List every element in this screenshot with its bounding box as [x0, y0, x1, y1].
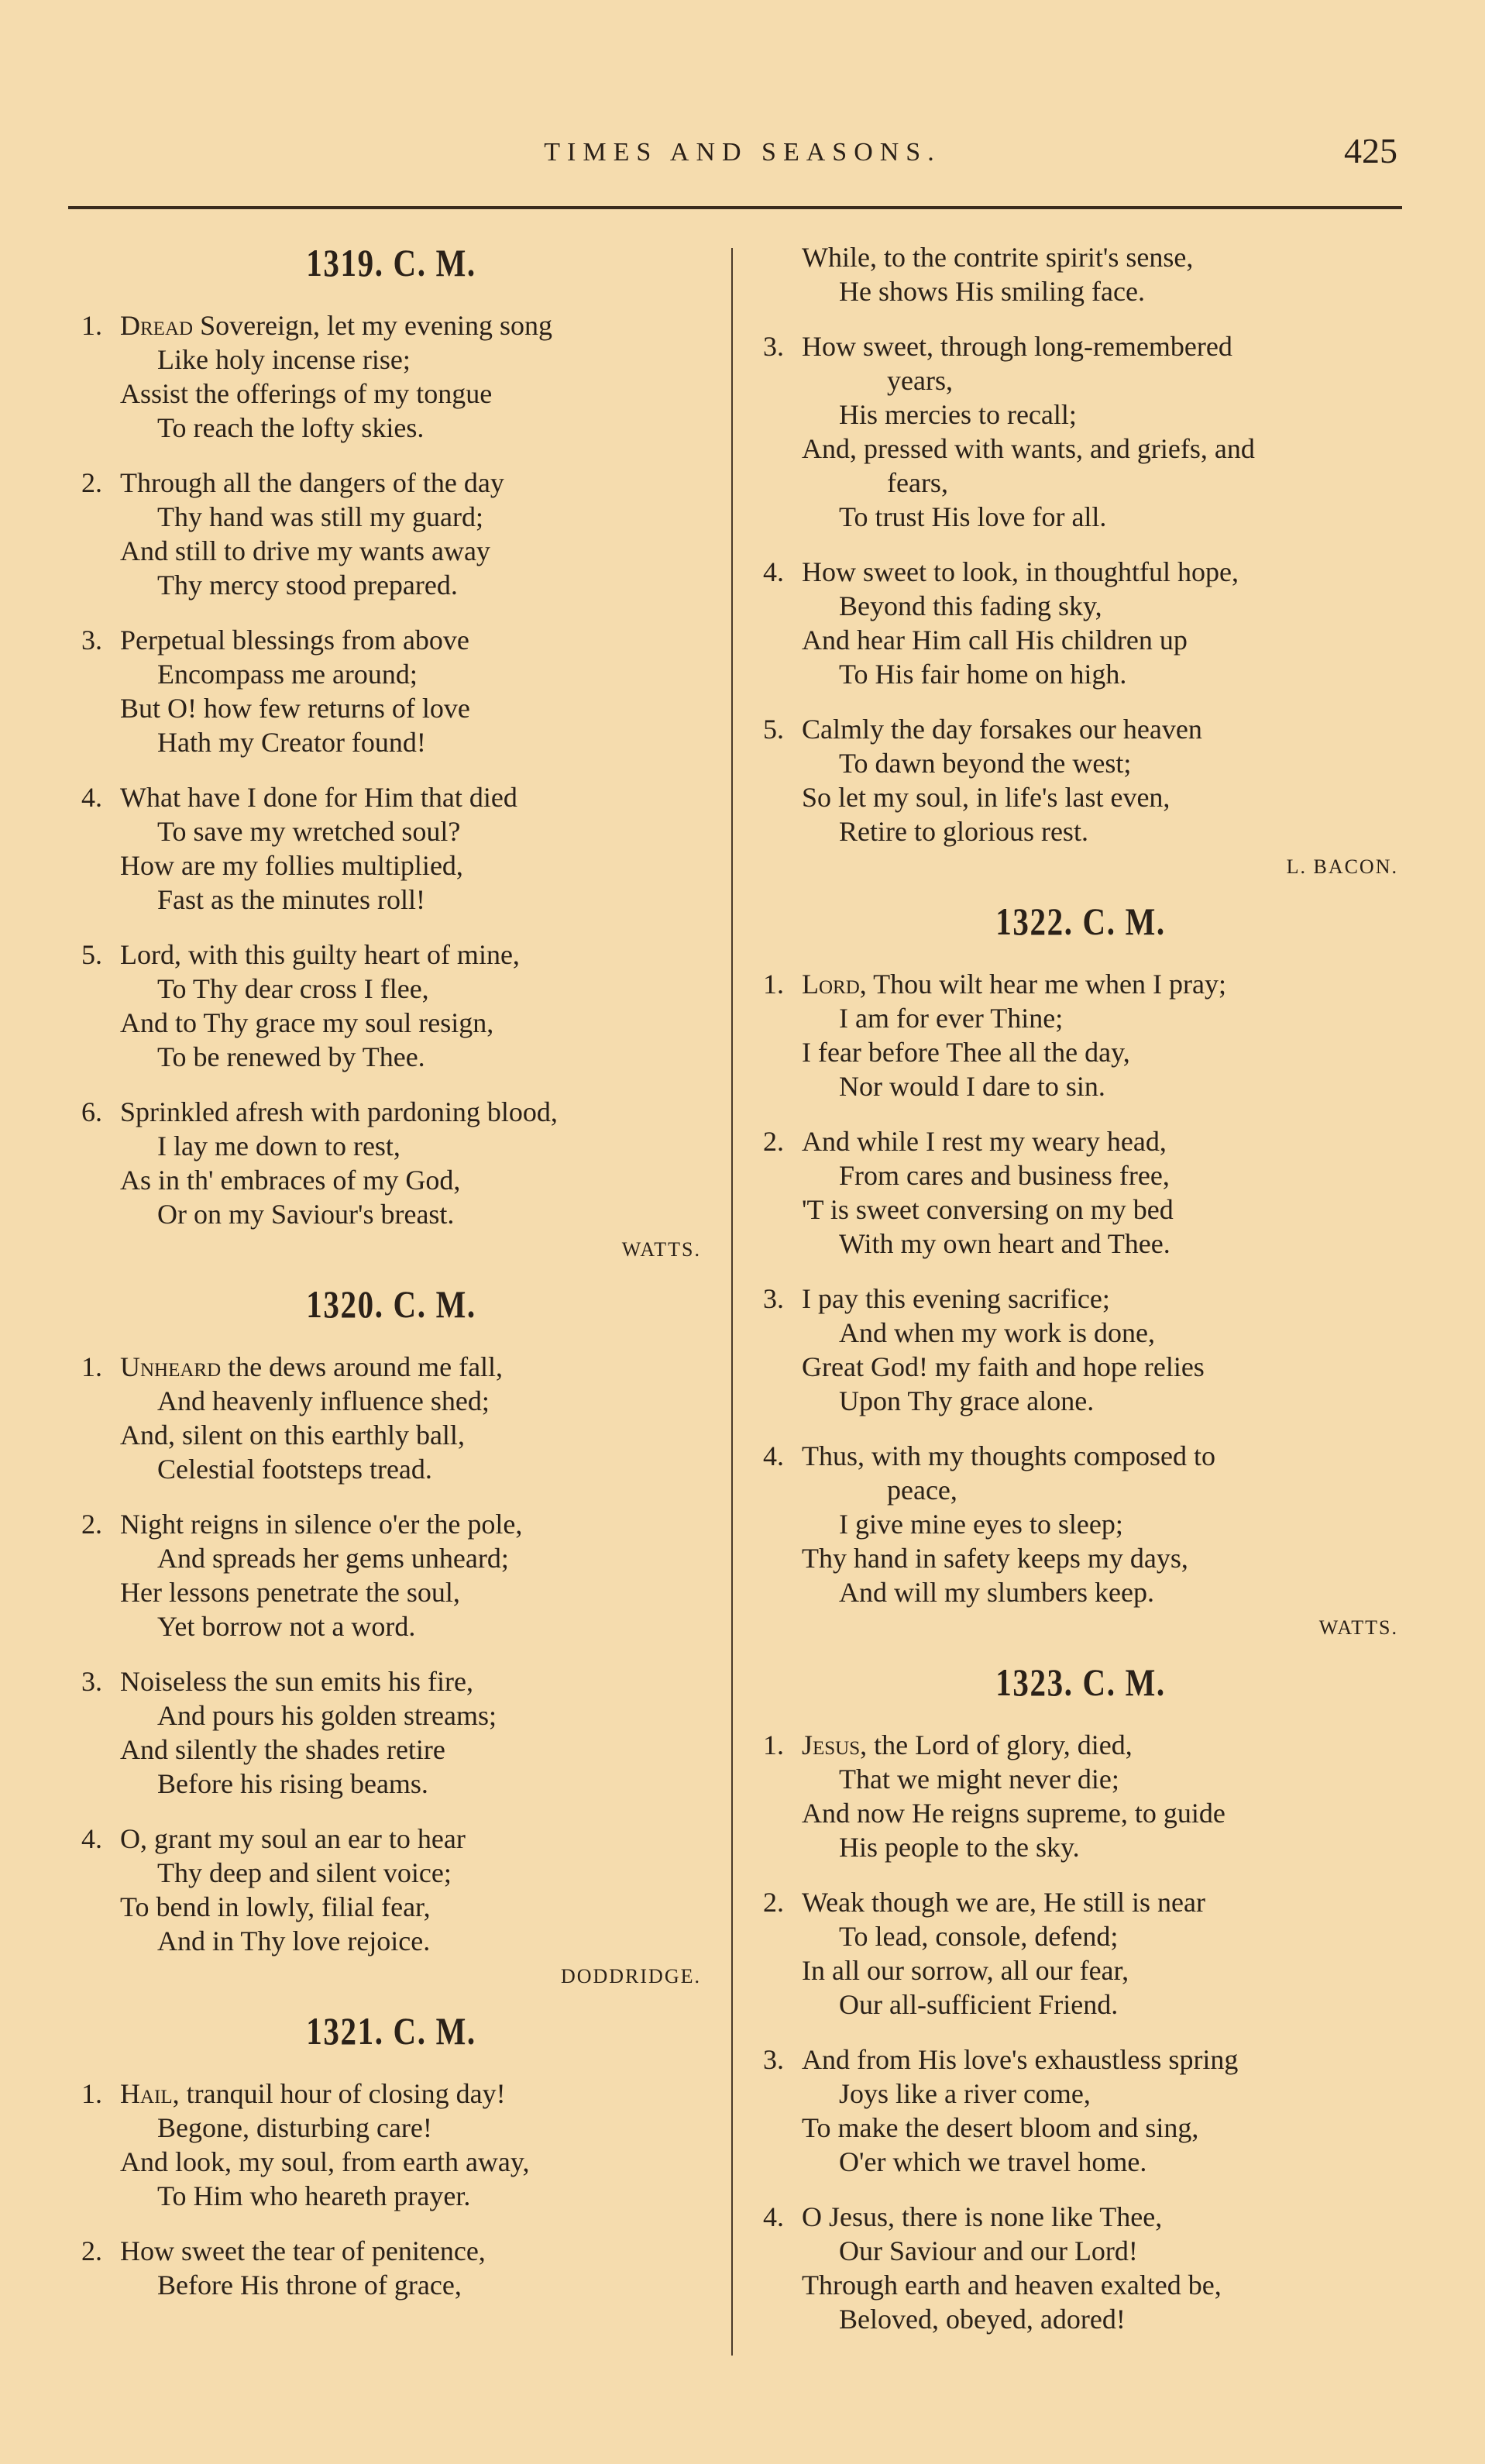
- first-word: Jesus: [802, 1729, 861, 1760]
- line-text: And when my work is done,: [839, 1317, 1155, 1348]
- line-text: O'er which we travel home.: [839, 2146, 1147, 2177]
- line-text: Thy mercy stood prepared.: [157, 570, 458, 601]
- line-text: Sprinkled afresh with pardoning blood,: [120, 1096, 558, 1127]
- stanza-line: [81, 623, 701, 657]
- stanza: [81, 308, 701, 445]
- stanza-line: [763, 2042, 1398, 2077]
- first-word: Lord: [802, 969, 860, 1000]
- stanza-line: [763, 589, 1398, 623]
- stanza-line: [763, 1885, 1398, 1919]
- hymn-title: 1320. C. M.: [306, 1282, 476, 1326]
- line-text: And silently the shades retire: [120, 1734, 445, 1765]
- line-text: Fast as the minutes roll!: [157, 884, 425, 915]
- line-text: the dews around me fall,: [221, 1351, 504, 1382]
- stanza: [81, 2234, 701, 2302]
- stanza-line: [81, 568, 701, 602]
- stanza-line: [81, 466, 701, 500]
- stanza-line: [81, 1197, 701, 1231]
- line-text: From cares and business free,: [839, 1160, 1170, 1191]
- stanza-line: [763, 1796, 1398, 1830]
- stanza-line: [763, 2145, 1398, 2179]
- hymn-author: WATTS.: [621, 1238, 701, 1261]
- stanza-line: [763, 2111, 1398, 2145]
- line-text: O, grant my soul an ear to hear: [120, 1823, 466, 1854]
- stanza-number: 2.: [81, 467, 102, 498]
- page-number: 425: [1344, 131, 1397, 170]
- stanza-line: [81, 1095, 701, 1129]
- line-text: And, pressed with wants, and griefs, and: [802, 433, 1255, 464]
- stanza-line: [81, 691, 701, 725]
- line-text: How are my follies multiplied,: [120, 850, 463, 881]
- line-text: Sovereign, let my evening song: [193, 310, 552, 341]
- line-text: Or on my Saviour's breast.: [157, 1199, 455, 1230]
- stanza: [763, 329, 1398, 534]
- stanza-line: [763, 2234, 1398, 2268]
- line-text: To reach the lofty skies.: [157, 412, 425, 443]
- line-text: 'T is sweet conversing on my bed: [802, 1194, 1174, 1225]
- stanza: [81, 2077, 701, 2213]
- hymn-author: L. BACON.: [1286, 855, 1398, 878]
- stanza-line: [763, 1192, 1398, 1227]
- line-text: I am for ever Thine;: [839, 1003, 1064, 1034]
- stanza-line: [81, 1006, 701, 1040]
- stanza-line: [763, 1124, 1398, 1158]
- stanza-line: [763, 1953, 1398, 1987]
- line-text: To save my wretched soul?: [157, 816, 461, 847]
- stanza-number: 3.: [763, 1283, 784, 1314]
- stanza-line: [81, 1822, 701, 1856]
- left-column: [81, 240, 701, 2323]
- stanza-line: [763, 712, 1398, 746]
- stanza-number: 4.: [81, 782, 102, 813]
- stanza-line: [763, 1001, 1398, 1035]
- line-text: I fear before Thee all the day,: [802, 1037, 1130, 1068]
- stanza-line: [763, 2268, 1398, 2302]
- stanza-line-continuation: [763, 466, 1398, 500]
- stanza-line: [81, 1698, 701, 1733]
- stanza: [81, 1095, 701, 1231]
- stanza-line: [81, 1507, 701, 1541]
- line-text: To Him who heareth prayer.: [157, 2180, 471, 2211]
- line-text: To bend in lowly, filial fear,: [120, 1891, 431, 1922]
- line-text: In all our sorrow, all our fear,: [802, 1955, 1129, 1986]
- stanza-line: [81, 938, 701, 972]
- line-text: To dawn beyond the west;: [839, 748, 1132, 779]
- stanza-line-continuation: [763, 363, 1398, 397]
- stanza-line: [763, 240, 1398, 274]
- stanza-line: [763, 623, 1398, 657]
- line-text: So let my soul, in life's last even,: [802, 782, 1170, 813]
- stanza-line: [763, 432, 1398, 466]
- line-text: And heavenly influence shed;: [157, 1385, 490, 1416]
- stanza-number: 3.: [81, 625, 102, 656]
- stanza-line: [81, 534, 701, 568]
- stanza-line: [763, 1830, 1398, 1864]
- line-text: How sweet to look, in thoughtful hope,: [802, 556, 1239, 587]
- line-text: Yet borrow not a word.: [157, 1611, 416, 1642]
- stanza-line: [81, 2268, 701, 2302]
- right-column: [763, 240, 1398, 2357]
- line-text: How sweet, through long-remembered: [802, 331, 1232, 362]
- stanza-line: [81, 1733, 701, 1767]
- line-text: And in Thy love rejoice.: [157, 1925, 431, 1956]
- line-text: Nor would I dare to sin.: [839, 1071, 1105, 1102]
- line-text: His people to the sky.: [839, 1832, 1080, 1863]
- stanza-line: [81, 1924, 701, 1958]
- line-text: And look, my soul, from earth away,: [120, 2146, 530, 2177]
- line-text: Thus, with my thoughts composed to: [802, 1440, 1215, 1471]
- stanza: [81, 623, 701, 759]
- stanza-number: 1.: [81, 2078, 102, 2109]
- line-text: To Thy dear cross I flee,: [157, 973, 429, 1004]
- stanza-line: [81, 780, 701, 814]
- stanza-line: [81, 972, 701, 1006]
- line-text: Her lessons penetrate the soul,: [120, 1577, 460, 1608]
- line-text: But O! how few returns of love: [120, 693, 470, 724]
- line-text: Night reigns in silence o'er the pole,: [120, 1509, 523, 1540]
- stanza: [763, 2042, 1398, 2179]
- stanza-line: [763, 1507, 1398, 1541]
- line-text: fears,: [887, 467, 948, 498]
- line-text: O Jesus, there is none like Thee,: [802, 2201, 1163, 2232]
- stanza: [81, 938, 701, 1074]
- stanza-line: [763, 1069, 1398, 1103]
- header-rule: [68, 206, 1402, 209]
- stanza: [763, 1282, 1398, 1418]
- stanza-number: 3.: [763, 331, 784, 362]
- stanza-line: [81, 1418, 701, 1452]
- line-text: To make the desert bloom and sing,: [802, 2112, 1199, 2143]
- line-text: To His fair home on high.: [839, 659, 1127, 690]
- stanza-number: 2.: [81, 1509, 102, 1540]
- line-text: Through earth and heaven exalted be,: [802, 2270, 1222, 2301]
- stanza-number: 5.: [763, 714, 784, 745]
- stanza-line: [81, 1609, 701, 1643]
- stanza-line: [81, 377, 701, 411]
- stanza: [763, 1439, 1398, 1609]
- stanza-line: [81, 725, 701, 759]
- line-text: Encompass me around;: [157, 659, 418, 690]
- hymn-title: 1323. C. M.: [995, 1660, 1166, 1704]
- stanza: [763, 967, 1398, 1103]
- line-text: And now He reigns supreme, to guide: [802, 1798, 1225, 1829]
- line-text: I lay me down to rest,: [157, 1130, 400, 1161]
- line-text: Thy deep and silent voice;: [157, 1857, 452, 1888]
- stanza-line: [763, 1350, 1398, 1384]
- line-text: Our Saviour and our Lord!: [839, 2235, 1138, 2266]
- line-text: Like holy incense rise;: [157, 344, 411, 375]
- line-text: Weak though we are, He still is near: [802, 1887, 1205, 1918]
- line-text: He shows His smiling face.: [839, 276, 1145, 307]
- stanza-line: [81, 1350, 701, 1384]
- stanza-line: [763, 1035, 1398, 1069]
- line-text: How sweet the tear of penitence,: [120, 2235, 486, 2266]
- stanza-line: [763, 780, 1398, 814]
- line-text: Thy hand was still my guard;: [157, 501, 483, 532]
- running-head: TIMES AND SEASONS.: [544, 138, 941, 167]
- stanza-line: [81, 411, 701, 445]
- stanza-line: [81, 308, 701, 342]
- stanza-line: [81, 883, 701, 917]
- column-divider: [731, 248, 733, 2356]
- stanza-line: [81, 1767, 701, 1801]
- stanza-line: [81, 500, 701, 534]
- stanza-line: [763, 397, 1398, 432]
- stanza-line: [763, 329, 1398, 363]
- stanza-line: [763, 500, 1398, 534]
- stanza-line: [81, 1452, 701, 1486]
- hymn-title: 1321. C. M.: [306, 2009, 476, 2053]
- stanza: [763, 1728, 1398, 1864]
- stanza-number: 2.: [763, 1126, 784, 1157]
- stanza-number: 4.: [81, 1823, 102, 1854]
- stanza-line-continuation: [763, 1473, 1398, 1507]
- stanza: [763, 240, 1398, 308]
- line-text: To be renewed by Thee.: [157, 1041, 425, 1072]
- line-text: years,: [887, 365, 953, 396]
- stanza-number: 5.: [81, 939, 102, 970]
- line-text: His mercies to recall;: [839, 399, 1077, 430]
- stanza: [763, 1124, 1398, 1261]
- line-text: peace,: [887, 1475, 957, 1506]
- stanza-line: [763, 967, 1398, 1001]
- line-text: Joys like a river come,: [839, 2078, 1091, 2109]
- stanza-line: [763, 1316, 1398, 1350]
- line-text: , the Lord of glory, died,: [860, 1729, 1133, 1760]
- line-text: Before his rising beams.: [157, 1768, 428, 1799]
- first-word: Unheard: [120, 1351, 222, 1382]
- stanza-line: [81, 2234, 701, 2268]
- stanza-number: 1.: [81, 310, 102, 341]
- stanza-line: [81, 1856, 701, 1890]
- stanza-number: 4.: [763, 556, 784, 587]
- stanza-number: 1.: [81, 1351, 102, 1382]
- hymn-author: WATTS.: [1318, 1616, 1398, 1639]
- hymn-title: 1322. C. M.: [995, 900, 1166, 943]
- line-text: What have I done for Him that died: [120, 782, 517, 813]
- line-text: That we might never die;: [839, 1764, 1119, 1795]
- stanza: [81, 1822, 701, 1958]
- line-text: Begone, disturbing care!: [157, 2112, 432, 2143]
- stanza: [81, 1350, 701, 1486]
- stanza: [81, 466, 701, 602]
- first-word: Dread: [120, 310, 194, 341]
- stanza-line: [763, 2077, 1398, 2111]
- stanza-line: [81, 2111, 701, 2145]
- stanza-line: [763, 1158, 1398, 1192]
- stanza-number: 4.: [763, 1440, 784, 1471]
- line-text: And to Thy grace my soul resign,: [120, 1007, 494, 1038]
- line-text: Beyond this fading sky,: [839, 590, 1102, 621]
- line-text: And still to drive my wants away: [120, 535, 490, 566]
- line-text: And spreads her gems unheard;: [157, 1543, 509, 1574]
- line-text: Lord, with this guilty heart of mine,: [120, 939, 520, 970]
- stanza-line: [763, 1282, 1398, 1316]
- stanza-number: 6.: [81, 1096, 102, 1127]
- line-text: I pay this evening sacrifice;: [802, 1283, 1110, 1314]
- stanza-line: [81, 848, 701, 883]
- line-text: Noiseless the sun emits his fire,: [120, 1666, 473, 1697]
- stanza-line: [763, 1439, 1398, 1473]
- line-text: And will my slumbers keep.: [839, 1577, 1154, 1608]
- stanza-number: 4.: [763, 2201, 784, 2232]
- stanza-line: [763, 555, 1398, 589]
- stanza-number: 3.: [81, 1666, 102, 1697]
- first-word: Hail: [120, 2078, 173, 2109]
- stanza-line: [763, 814, 1398, 848]
- hymn-title: 1319. C. M.: [306, 241, 476, 284]
- stanza-line: [81, 1541, 701, 1575]
- hymn-author: DODDRIDGE.: [560, 1965, 701, 1987]
- line-text: Through all the dangers of the day: [120, 467, 504, 498]
- stanza-line: [81, 814, 701, 848]
- line-text: Calmly the day forsakes our heaven: [802, 714, 1202, 745]
- stanza-line: [81, 1890, 701, 1924]
- line-text: While, to the contrite spirit's sense,: [802, 242, 1194, 273]
- line-text: , Thou wilt hear me when I pray;: [859, 969, 1226, 1000]
- stanza-line: [81, 657, 701, 691]
- stanza-line: [81, 2179, 701, 2213]
- stanza-line: [763, 1227, 1398, 1261]
- line-text: Thy hand in safety keeps my days,: [802, 1543, 1188, 1574]
- stanza-line: [763, 1919, 1398, 1953]
- stanza-number: 1.: [763, 969, 784, 1000]
- stanza-number: 2.: [81, 2235, 102, 2266]
- line-text: I give mine eyes to sleep;: [839, 1509, 1123, 1540]
- line-text: Celestial footsteps tread.: [157, 1454, 432, 1485]
- stanza-number: 3.: [763, 2044, 784, 2075]
- line-text: Hath my Creator found!: [157, 727, 426, 758]
- stanza-line: [81, 1163, 701, 1197]
- line-text: With my own heart and Thee.: [839, 1228, 1170, 1259]
- line-text: Assist the offerings of my tongue: [120, 378, 493, 409]
- line-text: Before His throne of grace,: [157, 2270, 462, 2301]
- stanza-line: [763, 657, 1398, 691]
- line-text: As in th' embraces of my God,: [120, 1165, 461, 1196]
- line-text: Great God! my faith and hope relies: [802, 1351, 1205, 1382]
- line-text: Retire to glorious rest.: [839, 816, 1088, 847]
- line-text: Perpetual blessings from above: [120, 625, 469, 656]
- stanza: [763, 2200, 1398, 2336]
- stanza-line: [763, 1384, 1398, 1418]
- stanza-line: [763, 1987, 1398, 2022]
- line-text: And from His love's exhaustless spring: [802, 2044, 1239, 2075]
- line-text: And hear Him call His children up: [802, 625, 1188, 656]
- stanza-line: [81, 342, 701, 377]
- stanza-line: [763, 274, 1398, 308]
- stanza-line: [81, 1664, 701, 1698]
- stanza: [763, 1885, 1398, 2022]
- stanza: [763, 712, 1398, 848]
- stanza-number: 1.: [763, 1729, 784, 1760]
- line-text: To lead, console, defend;: [839, 1921, 1119, 1952]
- stanza-line: [763, 1575, 1398, 1609]
- line-text: Our all-sufficient Friend.: [839, 1989, 1119, 2020]
- stanza-line: [763, 2302, 1398, 2336]
- stanza-line: [81, 1575, 701, 1609]
- stanza-line: [763, 1762, 1398, 1796]
- stanza: [81, 1507, 701, 1643]
- line-text: Upon Thy grace alone.: [839, 1385, 1095, 1416]
- stanza-line: [81, 1384, 701, 1418]
- line-text: Beloved, obeyed, adored!: [839, 2304, 1126, 2335]
- stanza-line: [81, 2077, 701, 2111]
- stanza-line: [81, 2145, 701, 2179]
- line-text: And pours his golden streams;: [157, 1700, 497, 1731]
- stanza-number: 2.: [763, 1887, 784, 1918]
- line-text: And while I rest my weary head,: [802, 1126, 1167, 1157]
- line-text: To trust His love for all.: [839, 501, 1107, 532]
- stanza-line: [763, 1541, 1398, 1575]
- line-text: And, silent on this earthly ball,: [120, 1420, 465, 1451]
- stanza: [81, 780, 701, 917]
- stanza-line: [81, 1040, 701, 1074]
- stanza: [81, 1664, 701, 1801]
- stanza: [763, 555, 1398, 691]
- stanza-line: [81, 1129, 701, 1163]
- line-text: , tranquil hour of closing day!: [172, 2078, 506, 2109]
- stanza-line: [763, 746, 1398, 780]
- stanza-line: [763, 1728, 1398, 1762]
- stanza-line: [763, 2200, 1398, 2234]
